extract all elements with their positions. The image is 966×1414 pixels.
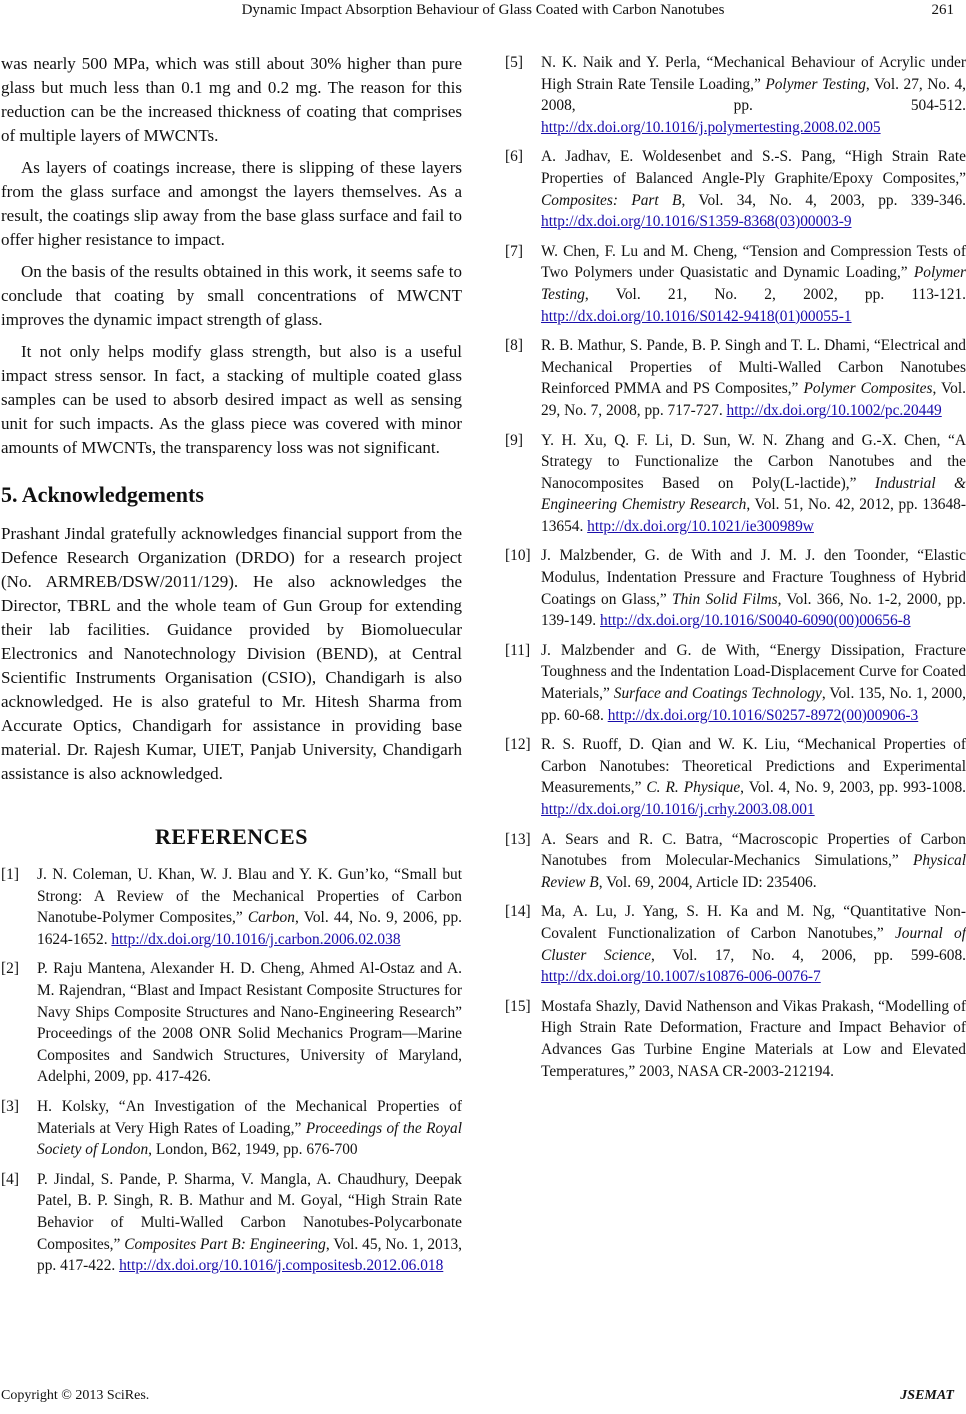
reference-text — [541, 52, 966, 138]
left-column — [1, 52, 462, 1285]
reference-text — [37, 1096, 462, 1161]
reference-text — [37, 958, 462, 1088]
doi-link[interactable]: http://dx.doi.org/10.1016/j.compositesb.2012.06.018 — [119, 1257, 444, 1275]
reference-text — [541, 829, 966, 894]
reference-details: , Vol. 17, No. 4, 2006, pp. 599-608. — [651, 946, 966, 964]
doi-link[interactable]: http://dx.doi.org/10.1007/s10876-006-0076-7 — [541, 968, 821, 986]
reference-item — [1, 1169, 462, 1277]
reference-number: [13] — [505, 830, 531, 848]
reference-journal: Proceedings of the Royal Society of London — [37, 1119, 462, 1159]
doi-link[interactable]: http://dx.doi.org/10.1016/j.crhy.2003.08.001 — [541, 801, 815, 818]
reference-number: [4] — [1, 1170, 19, 1188]
reference-number: [6] — [505, 148, 523, 166]
reference-journal: Surface and Coatings Technology — [613, 685, 822, 703]
reference-item — [1, 1096, 462, 1161]
doi-link[interactable]: http://dx.doi.org/10.1016/j.polymertesting.2008.02.005 — [541, 118, 881, 136]
reference-text — [541, 640, 966, 726]
reference-journal: Carbon — [247, 909, 295, 927]
reference-details: , Vol. 34, No. 4, 2003, pp. 339-346. — [681, 191, 966, 209]
reference-journal: Composites Part B: Engineering — [124, 1235, 326, 1253]
reference-text — [541, 241, 966, 327]
doi-link[interactable]: http://dx.doi.org/10.1021/ie300989w — [587, 517, 814, 535]
reference-item — [505, 901, 966, 987]
reference-item — [505, 545, 966, 631]
reference-authors-title: N. K. Naik and Y. Perla, “Mechanical Behaviour of Acrylic under High Strain Rate Tensile Loading,” — [541, 54, 966, 93]
reference-item — [1, 864, 462, 950]
reference-details: , Vol. 4, No. 9, 2003, pp. 993-1008. — [740, 779, 966, 797]
page-number: 261 — [931, 2, 954, 18]
reference-authors-title: Mostafa Shazly, David Nathenson and Vikas Prakash, “Modelling of High Strain Rate Deformation, Fracture and Impact Behavior of Advances Gas Turbine Engine Materials at Low and Elevated Temperatures,” 2003, NASA CR-2003-212194. — [541, 997, 966, 1080]
reference-text — [37, 864, 462, 950]
reference-details: , Vol. 44, No. 9, 2006, pp. 1624-1652. — [37, 909, 462, 948]
body-paragraph: As layers of coatings increase, there is slipping of these layers from the glass surface and amongst the layers themselves. As a result, the coatings slip away from the base glass surface and fail to offer higher resistance to impact. — [1, 158, 462, 249]
reference-journal: Polymer Testing — [765, 75, 866, 93]
reference-number: [11] — [505, 641, 531, 659]
reference-text — [541, 545, 966, 631]
reference-journal: Journal of Cluster Science — [541, 924, 966, 964]
reference-item — [505, 734, 966, 820]
reference-text — [37, 1169, 462, 1277]
reference-journal: Polymer Composites — [803, 380, 933, 398]
reference-item — [505, 640, 966, 726]
reference-number: [1] — [1, 866, 19, 883]
reference-number: [12] — [505, 736, 531, 754]
reference-details: , Vol. 366, No. 1-2, 2000, pp. 139-149. — [541, 590, 966, 630]
reference-details: , Vol. 29, No. 7, 2008, pp. 717-727. — [541, 380, 966, 419]
doi-link[interactable]: http://dx.doi.org/10.1016/j.carbon.2006.02.038 — [111, 930, 401, 948]
reference-item — [505, 335, 966, 421]
reference-item — [1, 958, 462, 1088]
page-header — [0, 0, 966, 24]
reference-number: [2] — [1, 960, 19, 978]
reference-details: , Vol. 45, No. 1, 2013, pp. 417-422. — [37, 1235, 462, 1275]
reference-number: [9] — [505, 431, 523, 449]
reference-list-right — [505, 52, 966, 1082]
reference-number: [7] — [505, 242, 523, 260]
reference-details: , Vol. 51, No. 42, 2012, pp. 13648-13654. — [541, 496, 966, 535]
body-paragraph: On the basis of the results obtained in this work, it seems safe to conclude that coating by small concentrations of MWCNT improves the dynamic impact strength of glass. — [1, 262, 462, 329]
reference-item — [505, 430, 966, 538]
reference-journal: Industrial & Engineering Chemistry Research — [541, 474, 966, 514]
reference-details: , Vol. 135, No. 1, 2000, pp. 60-68. — [541, 685, 966, 724]
copyright-text: Copyright © 2013 SciRes. — [1, 1388, 150, 1403]
reference-authors-title: J. Malzbender and G. de With, “Energy Dissipation, Fracture Toughness and the Indentation Load-Displacement Curve for Coated Materials,” — [541, 641, 966, 703]
reference-number: [15] — [505, 997, 531, 1015]
section-heading-acknowledgements: 5. Acknowledgements — [1, 482, 204, 507]
reference-authors-title: A. Sears and R. C. Batra, “Macroscopic Properties of Carbon Nanotubes from Molecular-Mechanics Simulations,” — [541, 830, 966, 870]
reference-number: [14] — [505, 903, 531, 921]
reference-authors-title: W. Chen, F. Lu and M. Cheng, “Tension and Compression Tests of Two Polymers under Quasistatic and Dynamic Loading,” — [541, 242, 966, 282]
reference-text — [541, 335, 966, 421]
reference-details: , Vol. 69, 2004, Article ID: 235406. — [598, 873, 817, 891]
reference-journal: Composites: Part B — [541, 191, 682, 209]
journal-abbrev: JSEMAT — [900, 1388, 954, 1403]
page-footer — [0, 1388, 966, 1410]
body-paragraph: It not only helps modify glass strength, but also is a useful impact stress sensor. In fact, a stacking of multiple coated glass samples can be used to absorb desired impact as well as sensing unit for such impacts. As the glass piece was covered with minor amounts of MWCNTs, the transparency loss was not significant. — [1, 342, 462, 457]
reference-journal: Polymer Testing — [541, 264, 966, 303]
references-heading: REFERENCES — [155, 824, 308, 849]
running-title: Dynamic Impact Absorption Behaviour of Glass Coated with Carbon Nanotubes — [241, 2, 725, 18]
doi-link[interactable]: http://dx.doi.org/10.1016/S0257-8972(00)00906-3 — [607, 706, 919, 724]
reference-authors-title: J. Malzbender, G. de With and J. M. J. den Toonder, “Elastic Modulus, Indentation Pressure and Fracture Toughness of Hybrid Coatings on Glass,” — [541, 547, 966, 608]
reference-details: , Vol. 21, No. 2, 2002, pp. 113-121. — [584, 285, 966, 303]
reference-authors-title: Ma, A. Lu, J. Yang, S. H. Ka and M. Ng, “Quantitative Non-Covalent Functionalization of Carbon Nanotubes,” — [541, 903, 966, 942]
body-paragraph: was nearly 500 MPa, which was still about 30% higher than pure glass but much less than 0.1 mg and 0.2 mg. The reason for this reduction can be the increased thickness of coating that comprises of multiple layers of MWCNTs. — [1, 54, 462, 145]
reference-authors-title: A. Jadhav, E. Woldesenbet and S.-S. Pang, “High Strain Rate Properties of Balanced Angle-Ply Graphite/Epoxy Composites,” — [541, 148, 966, 187]
reference-text — [541, 996, 966, 1082]
reference-authors-title: R. S. Ruoff, D. Qian and W. K. Liu, “Mechanical Properties of Carbon Nanotubes: Theoretical Predictions and Experimental Measurements,” — [541, 736, 966, 797]
doi-link[interactable]: http://dx.doi.org/10.1016/S1359-8368(03)00003-9 — [541, 213, 852, 231]
doi-link[interactable]: http://dx.doi.org/10.1002/pc.20449 — [726, 401, 942, 419]
right-column — [505, 52, 966, 1090]
reference-details: , Vol. 27, No. 4, 2008, pp. 504-512. — [541, 75, 966, 115]
reference-journal: Physical Review B — [541, 852, 966, 891]
reference-journal: Thin Solid Films — [672, 590, 778, 608]
reference-item — [505, 52, 966, 138]
reference-authors-title: J. N. Coleman, U. Khan, W. J. Blau and Y. K. Gun’ko, “Small but Strong: A Review of the Mechanical Properties of Carbon Nanotube-Polymer Composites,” — [37, 866, 462, 927]
reference-item — [505, 996, 966, 1082]
reference-list-left — [1, 864, 462, 1277]
reference-journal: C. R. Physique — [646, 779, 741, 797]
doi-link[interactable]: http://dx.doi.org/10.1016/S0142-9418(01)00055-1 — [541, 307, 852, 325]
acknowledgement-text: Prashant Jindal gratefully acknowledges financial support from the Defence Research Organization (DRDO) for a research project (No. ARMREB/DSW/2011/129). He also acknowledges the Director, TBRL and the whole team of Gun Group for extending their lab facilities. Guidance provided by Biomoluecular Electronics and Nanotechnology Division (BEND), at Central Scientific Instruments Organisation (CSIO), Chandigarh is also acknowledged. He is also grateful to Mr. Hitesh Sharma from Accurate Optics, Chandigarh for assistance in providing base material. Dr. Rajesh Kumar, UIET, Panjab University, Chandigarh assistance is also acknowledged. — [1, 524, 462, 783]
reference-text — [541, 734, 966, 820]
reference-text — [541, 146, 966, 232]
reference-authors-title: H. Kolsky, “An Investigation of the Mechanical Properties of Materials at Very High Rates of Loading,” — [37, 1097, 462, 1137]
reference-number: [3] — [1, 1097, 19, 1115]
reference-details: , London, B62, 1949, pp. 676-700 — [148, 1141, 358, 1159]
reference-item — [505, 241, 966, 327]
reference-authors-title: R. B. Mathur, S. Pande, B. P. Singh and T. L. Dhami, “Electrical and Mechanical Properties of Multi-Walled Carbon Nanotubes Reinforced PMMA and PS Composites,” — [541, 337, 966, 398]
reference-authors-title: Y. H. Xu, Q. F. Li, D. Sun, W. N. Zhang and G.-X. Chen, “A Strategy to Functionalize the Carbon Nanotubes and the Nanocomposites Based on Poly(L-lactide),” — [541, 431, 966, 492]
doi-link[interactable]: http://dx.doi.org/10.1016/S0040-6090(00)00656-8 — [600, 612, 911, 630]
reference-number: [10] — [505, 547, 531, 565]
reference-authors-title: P. Jindal, S. Pande, P. Sharma, V. Mangla, A. Chaudhury, Deepak Patel, B. P. Singh, R. B. Mathur and M. Goyal, “High Strain Rate Behavior of Multi-Walled Carbon Nanotubes-Polycarbonate Composites,” — [37, 1170, 462, 1253]
reference-text — [541, 901, 966, 987]
reference-number: [8] — [505, 337, 523, 355]
reference-text — [541, 430, 966, 538]
reference-authors-title: P. Raju Mantena, Alexander H. D. Cheng, Ahmed Al-Ostaz and A. M. Rajendran, “Blast and Impact Resistant Composite Structures for Navy Ships Composite Structures and Nano-Engineering Research” Proceedings of the 2008 ONR Solid Mechanics Program—Marine Composites and Sandwich Structures, University of Maryland, Adelphi, 2009, pp. 417-426. — [37, 960, 462, 1086]
reference-item — [505, 829, 966, 894]
reference-item — [505, 146, 966, 232]
reference-number: [5] — [505, 54, 523, 71]
